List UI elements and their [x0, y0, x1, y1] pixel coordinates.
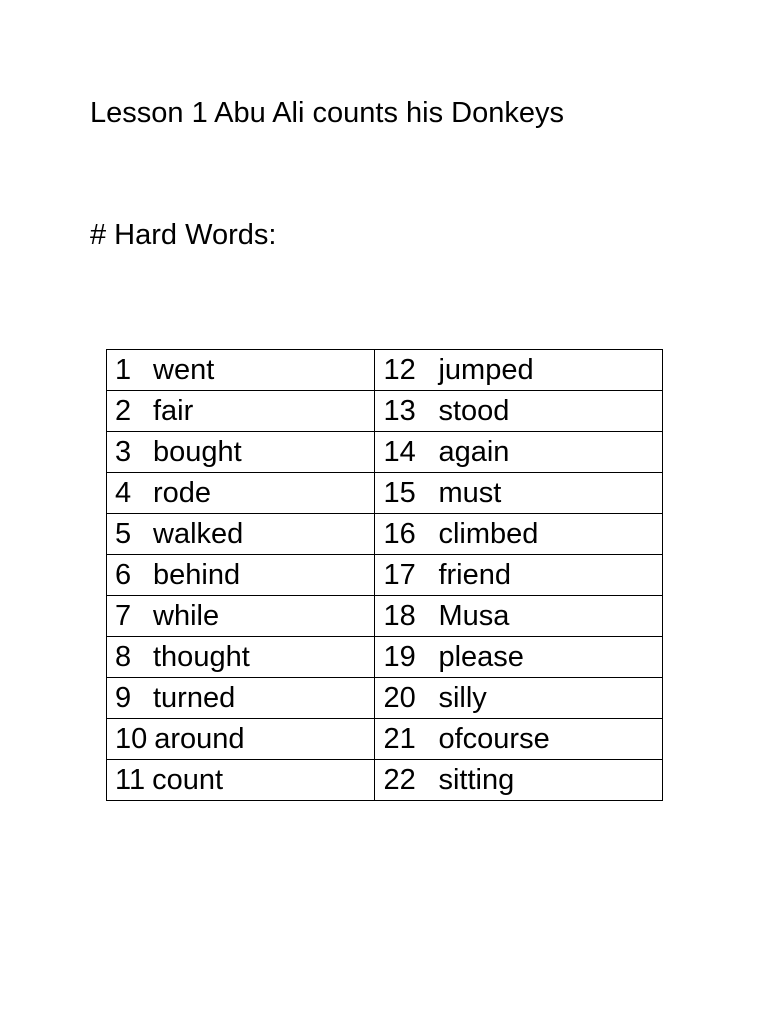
word-text: stood: [438, 395, 510, 427]
word-text: around: [154, 723, 245, 755]
word-text: again: [438, 436, 510, 468]
word-number: 21: [383, 723, 416, 755]
word-number: 2: [115, 395, 132, 427]
left-cell: [107, 514, 375, 555]
right-cell: [375, 678, 663, 719]
word-number: 4: [115, 477, 132, 509]
left-cell: [107, 350, 375, 391]
word-text: Musa: [438, 600, 510, 632]
word-text: rode: [153, 477, 212, 509]
word-text: please: [438, 641, 524, 673]
right-cell: [375, 596, 663, 637]
table-row: [107, 637, 663, 678]
left-cell: [107, 473, 375, 514]
word-text: must: [438, 477, 502, 509]
word-number: 15: [383, 477, 416, 509]
word-number: 1: [115, 354, 132, 386]
word-number: 6: [115, 559, 132, 591]
right-cell: [375, 432, 663, 473]
word-number: 12: [383, 354, 416, 386]
word-number: 18: [383, 600, 416, 632]
word-number: 8: [115, 641, 132, 673]
word-text: went: [153, 354, 215, 386]
word-number: 3: [115, 436, 132, 468]
table-row: [107, 514, 663, 555]
right-cell: [375, 473, 663, 514]
word-number: 22: [383, 764, 416, 796]
hard-words-table: [106, 349, 663, 801]
table-row: [107, 350, 663, 391]
word-text: count: [152, 764, 224, 796]
left-cell: [107, 596, 375, 637]
left-cell: [107, 555, 375, 596]
word-number: 7: [115, 600, 132, 632]
left-cell: [107, 719, 375, 760]
table-row: [107, 760, 663, 801]
left-cell: [107, 678, 375, 719]
table-row: [107, 596, 663, 637]
right-cell: [375, 719, 663, 760]
table-row: [107, 391, 663, 432]
word-text: bought: [153, 436, 242, 468]
table-row: [107, 678, 663, 719]
word-number: 13: [383, 395, 416, 427]
word-text: fair: [153, 395, 194, 427]
hard-words-table-body: [107, 350, 663, 801]
word-text: climbed: [438, 518, 539, 550]
word-number: 11: [115, 764, 146, 796]
word-number: 16: [383, 518, 416, 550]
left-cell: [107, 637, 375, 678]
right-cell: [375, 514, 663, 555]
right-cell: [375, 637, 663, 678]
right-cell: [375, 391, 663, 432]
word-number: 10: [115, 723, 148, 755]
table-row: [107, 719, 663, 760]
word-text: behind: [153, 559, 241, 591]
left-cell: [107, 432, 375, 473]
word-text: friend: [438, 559, 512, 591]
word-text: silly: [438, 682, 487, 714]
word-number: 19: [383, 641, 416, 673]
right-cell: [375, 760, 663, 801]
word-number: 20: [383, 682, 416, 714]
table-row: [107, 555, 663, 596]
table-row: [107, 473, 663, 514]
page-title: Lesson 1 Abu Ali counts his Donkeys: [90, 97, 564, 129]
section-heading: # Hard Words:: [90, 219, 277, 251]
left-cell: [107, 760, 375, 801]
table-row: [107, 432, 663, 473]
word-text: jumped: [438, 354, 534, 386]
word-text: walked: [153, 518, 244, 550]
word-number: 5: [115, 518, 132, 550]
right-cell: [375, 350, 663, 391]
right-cell: [375, 555, 663, 596]
left-cell: [107, 391, 375, 432]
word-number: 9: [115, 682, 132, 714]
word-number: 14: [383, 436, 416, 468]
word-text: while: [153, 600, 220, 632]
word-number: 17: [383, 559, 416, 591]
word-text: thought: [153, 641, 250, 673]
word-text: ofcourse: [438, 723, 550, 755]
word-text: turned: [153, 682, 236, 714]
word-text: sitting: [438, 764, 515, 796]
